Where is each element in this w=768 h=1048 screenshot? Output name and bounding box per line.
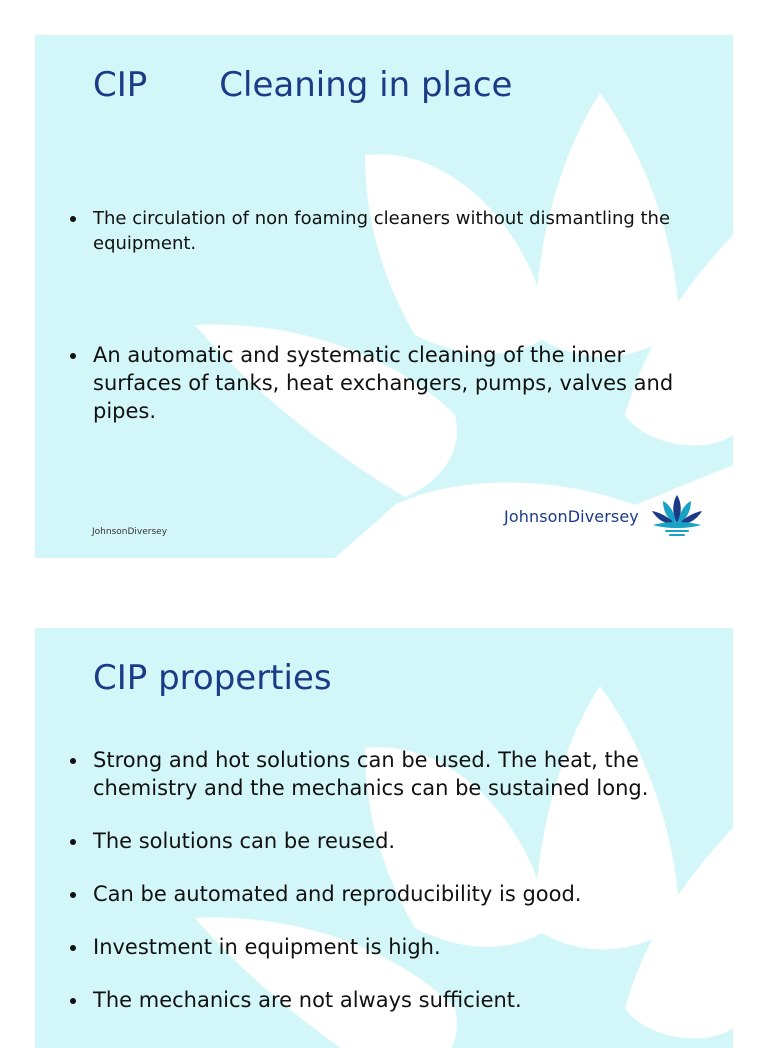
list-item <box>93 933 703 961</box>
list-item <box>93 746 703 802</box>
bullet-dot-icon <box>70 839 76 845</box>
bullet-dot-icon <box>70 892 76 898</box>
slide-cip-properties <box>35 628 733 1048</box>
bullet-dot-icon <box>70 758 76 764</box>
title-acronym: CIP <box>93 65 148 105</box>
bullet-text: Investment in equipment is high. <box>93 935 441 959</box>
lotus-logo-icon <box>649 493 705 539</box>
brand-logo <box>504 493 705 539</box>
list-item <box>93 986 703 1014</box>
bullet-text: The mechanics are not always sufficient. <box>93 988 522 1012</box>
list-item <box>93 206 703 256</box>
bullet-dot-icon <box>70 216 76 222</box>
bullet-dot-icon <box>70 998 76 1004</box>
list-item <box>93 880 703 908</box>
bullet-text: Strong and hot solutions can be used. The heat, the chemistry and the mechanics can be sustained long. <box>93 748 649 800</box>
list-item <box>93 827 703 855</box>
bullet-text: An automatic and systematic cleaning of the inner surfaces of tanks, heat exchangers, pumps, valves and pipes. <box>93 343 674 423</box>
title-text: Cleaning in place <box>219 65 513 105</box>
bullet-text: The solutions can be reused. <box>93 829 396 853</box>
bullet-text: Can be automated and reproducibility is good. <box>93 882 582 906</box>
bullet-dot-icon <box>70 945 76 951</box>
bullet-list <box>93 341 703 425</box>
slide-title: CIP properties <box>93 658 332 698</box>
lotus-petal-watermark <box>35 35 733 558</box>
bullet-list <box>93 746 703 1014</box>
bullet-list <box>93 206 703 256</box>
bullet-text: The circulation of non foaming cleaners without dismantling the equipment. <box>93 208 671 254</box>
slide-cleaning-in-place <box>35 35 733 558</box>
logo-wordmark: JohnsonDiversey <box>504 506 639 526</box>
list-item <box>93 341 703 425</box>
footer-brand: JohnsonDiversey <box>92 527 168 537</box>
slide-title <box>93 65 512 105</box>
bullet-dot-icon <box>70 353 76 359</box>
